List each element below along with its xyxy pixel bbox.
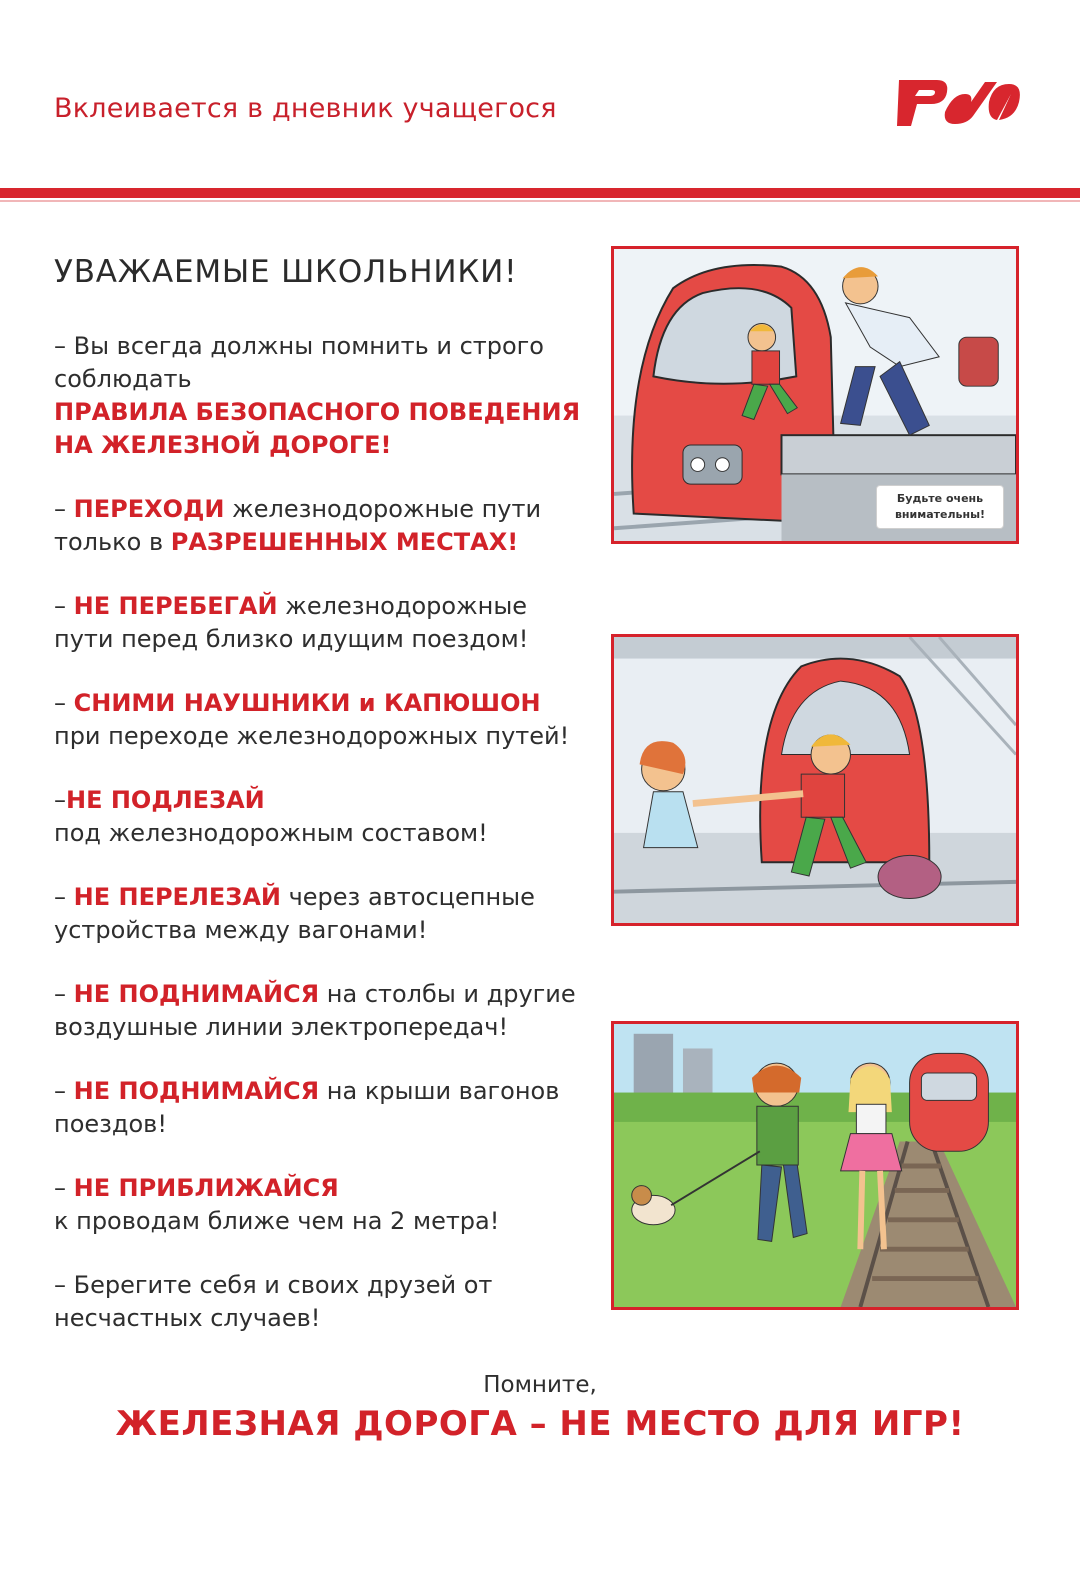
rule-text: – (54, 1174, 74, 1202)
rule-highlight: ПРАВИЛА БЕЗОПАСНОГО ПОВЕДЕНИЯ НА ЖЕЛЕЗНОЙ ДОРОГЕ! (54, 398, 581, 459)
header-text: Вклеивается в дневник учащегося (54, 93, 557, 124)
rule-text: на крыши вагонов поездов! (54, 1077, 560, 1138)
rule-text: – (54, 1077, 74, 1105)
rule-highlight: НЕ ПОДЛЕЗАЙ (66, 786, 265, 814)
rule-text: под железнодорожным составом! (54, 819, 488, 847)
rule-item (54, 1075, 594, 1141)
rule-text: к проводам ближе чем на 2 метра! (54, 1207, 500, 1235)
illustration-caption: Будьте очень внимательны! (876, 485, 1004, 529)
rule-text: – Вы всегда должны помнить и строго соблюдать (54, 332, 544, 393)
rule-text: – (54, 689, 74, 717)
rules-list (54, 330, 594, 1335)
rule-item (54, 881, 594, 947)
page-title: УВАЖАЕМЫЕ ШКОЛЬНИКИ! (54, 254, 518, 290)
rule-text: – (54, 592, 74, 620)
rule-item (54, 1269, 594, 1335)
rule-item (54, 1172, 594, 1238)
footer-remember: Помните, (483, 1372, 597, 1398)
rule-text: на столбы и другие воздушные линии электропередач! (54, 980, 576, 1041)
illustration-tracks (611, 634, 1019, 926)
illustration-platform (611, 246, 1019, 544)
rule-highlight: НЕ ПОДНИМАЙСЯ (73, 980, 320, 1008)
rule-highlight: ПЕРЕХОДИ (73, 495, 225, 523)
rule-item (54, 330, 594, 462)
rule-highlight: НЕ ПЕРЕБЕГАЙ (73, 592, 278, 620)
children-tracks-illustration (614, 637, 1016, 923)
rule-text: при переходе железнодорожных путей! (54, 722, 570, 750)
rule-highlight: СНИМИ НАУШНИКИ и КАПЮШОН (73, 689, 541, 717)
illustration-walking (611, 1021, 1019, 1310)
rule-text: – (54, 495, 74, 523)
rule-highlight: НЕ ПЕРЕЛЕЗАЙ (73, 883, 281, 911)
rzd-logo-icon (893, 72, 1025, 134)
rule-text: железнодорожные пути только в (54, 495, 542, 556)
rule-text: – (54, 786, 66, 814)
rule-item (54, 978, 594, 1044)
rule-text: через автосцепные устройства между вагонами! (54, 883, 535, 944)
rule-text: – Берегите себя и своих друзей от несчастных случаев! (54, 1271, 493, 1332)
rule-text: – (54, 980, 74, 1008)
rule-item (54, 687, 594, 753)
children-walking-illustration (614, 1024, 1016, 1307)
rule-item (54, 784, 594, 850)
rule-highlight: НЕ ПРИБЛИЖАЙСЯ (73, 1174, 339, 1202)
rule-highlight: РАЗРЕШЕННЫХ МЕСТАХ! (170, 528, 519, 556)
header-divider-shadow (0, 200, 1080, 202)
header-divider (0, 188, 1080, 198)
rule-text: – (54, 883, 74, 911)
footer-slogan: ЖЕЛЕЗНАЯ ДОРОГА – НЕ МЕСТО ДЛЯ ИГР! (115, 1404, 965, 1444)
rule-text: железнодорожные пути перед близко идущим поездом! (54, 592, 529, 653)
rule-item (54, 493, 594, 559)
rule-item (54, 590, 594, 656)
rule-highlight: НЕ ПОДНИМАЙСЯ (73, 1077, 320, 1105)
